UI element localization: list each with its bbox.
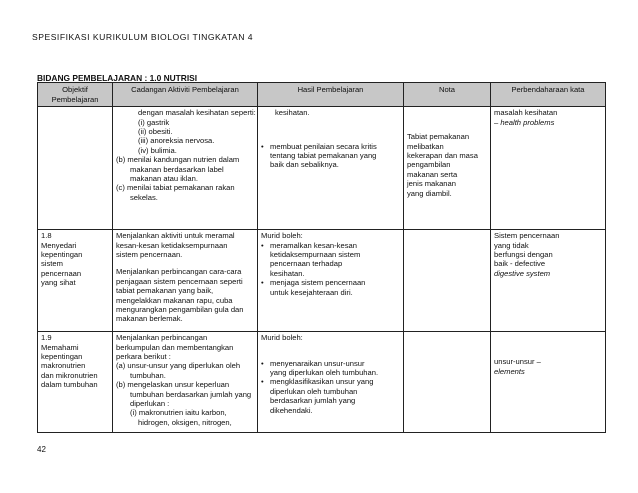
text-line: menjaga sistem pencernaan <box>270 278 366 288</box>
text-line: sistem pencernaan. <box>116 250 183 259</box>
text-line: yang diperlukan oleh tumbuhan. <box>270 368 379 377</box>
bullet-icon <box>261 142 270 170</box>
text-line: kepentingan <box>41 352 83 361</box>
text-line: Memahami <box>41 342 79 352</box>
text-line: 1.9 <box>41 333 52 343</box>
text-line: makanan atau iklan. <box>130 174 198 184</box>
text-line: pencernaan <box>41 268 82 278</box>
text-line: dan mikronutrien <box>41 370 98 380</box>
header-nota: Nota <box>404 83 491 107</box>
text-line: yang sihat <box>41 278 76 288</box>
text-line: membuat penilaian secara kritis <box>270 141 377 151</box>
nota-cell <box>404 230 491 332</box>
nota-cell <box>404 332 491 433</box>
objektif-cell <box>38 107 113 230</box>
text-line: ketidaksempurnaan sistem <box>270 250 361 259</box>
text-line: Tabiat pemakanan <box>407 132 470 142</box>
text-line: (b) mengelaskan unsur keperluan <box>116 380 230 390</box>
text-line: pengambilan <box>407 160 451 170</box>
header-perbendaharaan-kata: Perbendaharaan kata <box>491 83 606 107</box>
text-line: makanan berdasarkan label <box>130 164 224 174</box>
text-line: (iii) anoreksia nervosa. <box>138 136 215 146</box>
text-line: sistem <box>41 259 63 269</box>
text-line: tumbuhan. <box>130 370 166 380</box>
text-line: elements <box>494 366 525 376</box>
bullet-item <box>261 241 400 279</box>
text-line: kesihatan. <box>270 268 305 278</box>
text-line: mengklasifikasikan unsur yang <box>270 377 374 387</box>
text-line: baik - defective <box>494 259 546 269</box>
text-line: diperlukan : <box>130 399 170 409</box>
text-line: berdasarkan jumlah yang <box>270 396 356 406</box>
hasil-cell <box>258 230 404 332</box>
text-line: Menjalankan aktiviti untuk meramal <box>116 231 235 241</box>
text-line: yang diambil. <box>407 188 452 198</box>
table-row <box>38 332 606 433</box>
curriculum-table <box>37 82 606 433</box>
table-row <box>38 107 606 230</box>
text-line: untuk kesejahteraan diri. <box>270 287 353 297</box>
bullet-item <box>261 278 400 297</box>
bullet-item <box>261 142 400 170</box>
bullet-icon <box>261 278 270 297</box>
bullet-icon <box>261 359 270 378</box>
text-line: dalam tumbuhan <box>41 380 98 390</box>
text-line: Menyedari <box>41 240 77 250</box>
text-line: 1.8 <box>41 231 52 241</box>
document-header: SPESIFIKASI KURIKULUM BIOLOGI TINGKATAN 4 <box>32 32 254 42</box>
hasil-cell <box>258 332 404 433</box>
text-line: unsur-unsur – <box>494 357 541 367</box>
text-line: kekerapan dan masa <box>407 151 478 160</box>
text-line: kesan-kesan ketidaksempurnaan <box>116 240 228 250</box>
table-header-row <box>38 83 606 107</box>
text-line: kepentingan <box>41 250 83 259</box>
text-line: (i) makronutrien iaitu karbon, <box>130 408 227 418</box>
nota-cell <box>404 107 491 230</box>
text-line: Menjalankan perbincangan cara-cara <box>116 267 242 277</box>
text-line: makanan serta <box>407 169 458 179</box>
text-line: (iv) bulimia. <box>138 145 177 155</box>
text-line: berkumpulan dan membentangkan <box>116 342 234 352</box>
text-line: tumbuhan berdasarkan jumlah yang <box>130 389 252 399</box>
page-number: 42 <box>37 445 46 454</box>
text-line: (b) menilai kandungan nutrien dalam <box>116 155 240 165</box>
text-line: makronutrien <box>41 361 86 371</box>
aktiviti-cell <box>113 332 258 433</box>
objektif-cell <box>38 332 113 433</box>
text-line: – health problems <box>494 117 555 127</box>
hasil-cell <box>258 107 404 230</box>
text-line: melibatkan <box>407 141 444 151</box>
text-line: (c) menilai tabiat pemakanan rakan <box>116 183 235 193</box>
text-line: Sistem pencernaan <box>494 231 560 241</box>
bullet-icon <box>261 377 270 415</box>
text-line: jenis makanan <box>407 179 456 189</box>
text-line: yang tidak <box>494 240 529 250</box>
text-line: makanan berlemak. <box>116 314 183 324</box>
text-line: masalah kesihatan <box>494 108 558 118</box>
text-line: diperlukan oleh tumbuhan <box>270 386 358 396</box>
text-line: dengan masalah kesihatan seperti: <box>138 108 256 118</box>
aktiviti-cell <box>113 107 258 230</box>
text-line: digestive system <box>494 268 551 278</box>
objektif-cell <box>38 230 113 332</box>
text-line: tabiat pemakanan yang baik, <box>116 286 214 296</box>
text-line: meramalkan kesan-kesan <box>270 240 357 250</box>
text-line: dikehendaki. <box>270 405 313 415</box>
text-line: pencernaan terhadap <box>270 259 343 269</box>
text-line: Menjalankan perbincangan <box>116 333 208 343</box>
text-line: Murid boleh: <box>261 231 303 241</box>
aktiviti-cell <box>113 230 258 332</box>
header-objektif: Objektif Pembelajaran <box>38 83 113 107</box>
kata-cell <box>491 230 606 332</box>
bullet-icon <box>261 241 270 279</box>
text-line: menyenaraikan unsur-unsur <box>270 358 365 368</box>
section-title: BIDANG PEMBELAJARAN : 1.0 NUTRISI <box>37 73 198 83</box>
text-line: berfungsi dengan <box>494 250 553 259</box>
kata-cell <box>491 332 606 433</box>
kata-cell <box>491 107 606 230</box>
text-line: Murid boleh: <box>261 333 303 343</box>
text-line: perkara berikut : <box>116 352 171 361</box>
text-line: penjagaan sistem pencernaan seperti <box>116 276 243 286</box>
header-aktiviti: Cadangan Aktiviti Pembelajaran <box>113 83 258 107</box>
bullet-item <box>261 359 400 378</box>
table-row <box>38 230 606 332</box>
text-line: (ii) obesiti. <box>138 127 173 136</box>
bullet-item <box>261 377 400 415</box>
text-line: baik dan sebaliknya. <box>270 160 339 170</box>
text-line: mengurangkan pengambilan gula dan <box>116 305 244 315</box>
text-line: mengelakkan makanan rapu, cuba <box>116 295 233 305</box>
text-line: hidrogen, oksigen, nitrogen, <box>138 417 232 427</box>
text-line: (i) gastrik <box>138 117 170 127</box>
text-line: kesihatan. <box>275 108 310 118</box>
header-hasil: Hasil Pembelajaran <box>258 83 404 107</box>
text-line: tentang tabiat pemakanan yang <box>270 151 377 160</box>
text-line: sekelas. <box>130 192 158 202</box>
text-line: (a) unsur-unsur yang diperlukan oleh <box>116 361 241 371</box>
